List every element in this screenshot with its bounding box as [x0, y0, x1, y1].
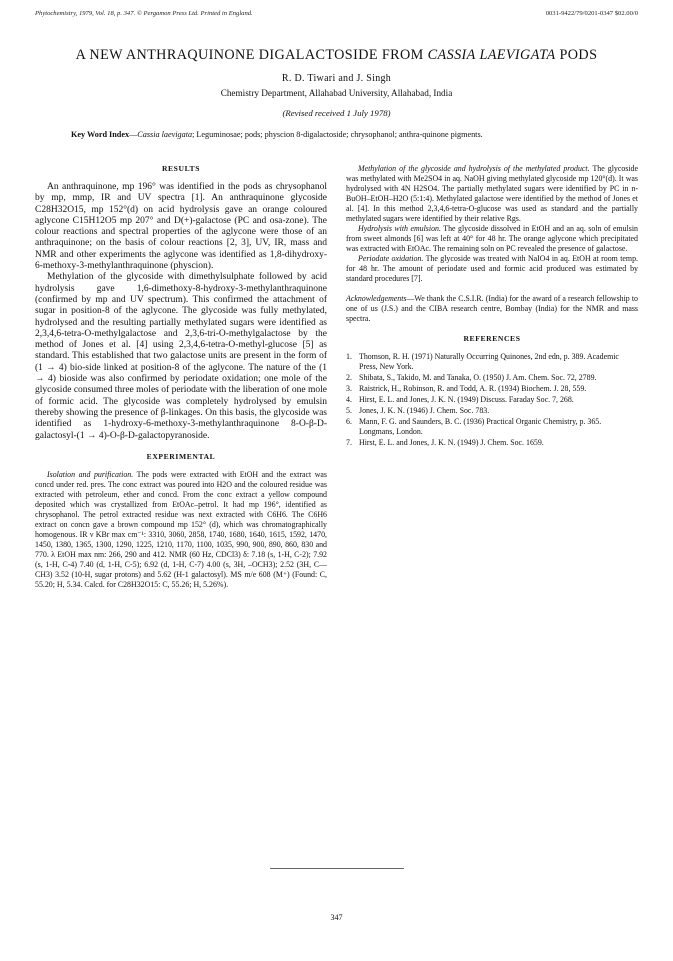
- reference-number: 3.: [346, 384, 352, 393]
- keyword-index: [71, 129, 602, 140]
- hydrolysis-runin: Hydrolysis with emulsion.: [358, 224, 441, 233]
- periodate-text: The glycoside was treated with NaIO4 in aq. EtOH at room temp. for 48 hr. The amount of periodate used and formic acid produced was estimated by standard procedures [7].: [346, 254, 638, 283]
- page-number: 347: [330, 913, 343, 922]
- footer-rule: [270, 868, 404, 869]
- keyword-label: Key Word Index: [71, 130, 130, 139]
- reference-text: Hirst, E. L. and Jones, J. K. N. (1949) Discuss. Faraday Soc. 7, 268.: [359, 395, 574, 404]
- keyword-dash: —: [129, 130, 138, 139]
- reference-text: Jones, J. K. N. (1946) J. Chem. Soc. 783.: [359, 406, 490, 415]
- keyword-list: ; Leguminosae; pods; physcion 8-digalactoside; chrysophanol; anthra-quinone pigments.: [192, 130, 483, 139]
- running-head: [35, 10, 638, 22]
- title-species: CASSIA LAEVIGATA: [427, 47, 556, 63]
- reference-number: 4.: [346, 395, 352, 404]
- reference-item: [346, 373, 638, 383]
- revised-date: (Revised received 1 July 1978): [282, 108, 391, 118]
- results-paragraph-1: An anthraquinone, mp 196° was identified in the pods as chrysophanol by mp, mmp, IR and UV spectra [1]. An anthraquinone glycoside C28H32O15, mp 152°(d) on acid hydrolysis gave an orange coloured aglycone C15H12O5 mp 207° and D(+)-galactose (PC and osa-zone). The colour reactions and spectral properties of the aglycone were those of an anthraquinone; on the basis of colour reactions [2, 3], UV, IR, mass and NMR and other experiments the aglycone was identified as 1,8-dihydroxy-6-methoxy-3-methylanthraquinone (physcion).: [35, 182, 327, 272]
- reference-item: [346, 352, 638, 372]
- experimental-periodate: [346, 254, 638, 284]
- experimental-isolation: [35, 470, 327, 590]
- reference-number: 1.: [346, 352, 352, 361]
- isolation-runin: Isolation and purification.: [47, 469, 134, 479]
- title-main: A NEW ANTHRAQUINONE DIGALACTOSIDE FROM: [75, 47, 428, 63]
- authors: R. D. Tiwari and J. Singh: [281, 73, 392, 84]
- journal-citation: Phytochemistry, 1979, Vol. 18, p. 347. © Pergamon Press Ltd. Printed in England.: [35, 10, 253, 17]
- results-paragraph-2: Methylation of the glycoside with dimethylsulphate followed by acid hydrolysis gave 1,6-dimethoxy-8-hydroxy-3-methylanthraquinone (confirmed by mp and UV spectrum). This confirmed the attachment of sugar in position-8 of the aglycone. The glycoside was fully methylated, hydrolysed and the resulting partially methylated sugars were identified as 2,3,4,6-tetra-O-methylgalactose and 2,3,6-tri-O-methylgalactose by the method of Jones et al. [4] using 2,3,4,6-tetra-O-methyl-glucose [5] as standard. This established that two galactose units are present in the form of (1 → 4) bio-side linked at position-8 of the aglycone. The nature of the (1 → 4) bioside was also confirmed by periodate oxidation; one mole of the glycoside consumed three moles of periodate with the liberation of one mole of formic acid. The glycoside was completely hydrolysed by emulsin thereby showing the presence of β-linkages. On this basis, the glycoside was identified as 1-hydroxy-6-methoxy-3-methylanthraquinone 8-O-β-D-galactosyl-(1 → 4)-O-β-D-galactopyranoside.: [35, 272, 327, 441]
- results-heading: RESULTS: [161, 164, 201, 173]
- reference-number: 7.: [346, 438, 352, 447]
- two-column-body: [35, 164, 638, 590]
- reference-text: Hirst, E. L. and Jones, J. K. N. (1949) J. Chem. Soc. 1659.: [359, 438, 544, 447]
- methylation-text: The glycoside was methylated with Me2SO4 in aq. NaOH giving methylated glycoside mp 120°(d). It was hydrolysed with 4N H2SO4. The partially methylated sugars were identified by PC in n-BuOH–EtOH–H2O (5:1:4). Methylated galactose were identified by the method of Jones et al. [4]. In this method 2,3,4,6-tetra-O-glucose was used as standard and the partially methylated sugars were identified by their relative Rgs.: [346, 164, 639, 223]
- article-title: [65, 46, 608, 64]
- reference-text: Mann, F. G. and Saunders, B. C. (1936) Practical Organic Chemistry, p. 365. Longmans, London.: [359, 417, 602, 436]
- periodate-runin: Periodate oxidation.: [358, 254, 424, 263]
- methylation-runin: Methylation of the glycoside and hydrolysis of the methylated product.: [358, 164, 590, 173]
- hydrolysis-text: The glycoside dissolved in EtOH and an aq. soln of emulsin from sweet almonds [6] was left at 40° for 48 hr. The orange aglycone which precipitated was extracted with EtOAc. The remaining soln on PC revealed the presence of galactose.: [346, 224, 638, 253]
- experimental-methylation: [346, 164, 638, 224]
- ack-runin: Acknowledgements: [346, 294, 407, 303]
- affiliation: Chemistry Department, Allahabad University, Allahabad, India: [220, 88, 453, 98]
- right-column: [346, 164, 638, 590]
- experimental-heading: EXPERIMENTAL: [146, 451, 216, 461]
- reference-item: [346, 384, 638, 394]
- reference-item: [346, 438, 638, 448]
- reference-item: [346, 417, 638, 437]
- left-column: [35, 164, 327, 590]
- ack-text: —We thank the C.S.I.R. (India) for the award of a research fellowship to one of us (J.S.) and the CIBA research centre, Bombay (India) for the NMR and mass spectra.: [346, 294, 638, 323]
- reference-number: 5.: [346, 406, 352, 415]
- keyword-species: Cassia laevigata: [137, 130, 193, 139]
- reference-item: [346, 395, 638, 405]
- reference-text: Thomson, R. H. (1971) Naturally Occurring Quinones, 2nd edn, p. 389. Academic Press, New York.: [359, 352, 619, 371]
- reference-number: 2.: [346, 373, 352, 382]
- issn-code: 0031-9422/79/0201-0347 $02.00/0: [545, 10, 638, 17]
- reference-text: Raistrick, H., Robinson, R. and Todd, A. R. (1934) Biochem. J. 28, 559.: [359, 384, 587, 393]
- experimental-hydrolysis: [346, 224, 638, 254]
- isolation-text: The pods were extracted with EtOH and the extract was concd under red. pres. The conc extract was poured into H2O and the coloured residue was extracted with petroleum, ether and concd. From the conc extract a yellow compound deposited which was crystallized from EtOAc–petrol. It had mp 196°, identified as chrysophanol. The petrol extracted residue was next extracted with C6H6. The C6H6 extract on concn gave a brown compound mp 152° (d), which was chromatographically homogenous. IR ν KBr max cm⁻¹: 3310, 3060, 2858, 1740, 1680, 1640, 1615, 1592, 1470, 1450, 1380, 1365, 1300, 1290, 1225, 1210, 1170, 1100, 1035, 990, 900, 890, 860, 830 and 770. λ EtOH max nm: 266, 290 and 412. NMR (60 Hz, CDCl3) δ: 7.18 (s, 1-H, C-2); 7.92 (s, 1-H, C-4) 7.40 (d, 1-H, C-5); 6.92 (d, 1-H, C-7) 4.00 (s, 3H, –OCH3); 2.52 (3H, C—CH3) 3.52 (10-H, sugar protons) and 5.62 (H-1 galactosyl). MS m/e 608 (M⁺) (Found: C, 55.20; H, 5.34. Calcd. for C28H32O15: C, 55.26; H, 5.26%).: [35, 469, 327, 589]
- reference-item: [346, 406, 638, 416]
- references-heading: REFERENCES: [463, 334, 521, 343]
- reference-list: [346, 352, 638, 448]
- acknowledgements: [346, 294, 638, 324]
- reference-text: Shibata, S., Takido, M. and Tanaka, O. (1950) J. Am. Chem. Soc. 72, 2789.: [359, 373, 597, 382]
- title-end: PODS: [555, 47, 598, 63]
- reference-number: 6.: [346, 417, 352, 426]
